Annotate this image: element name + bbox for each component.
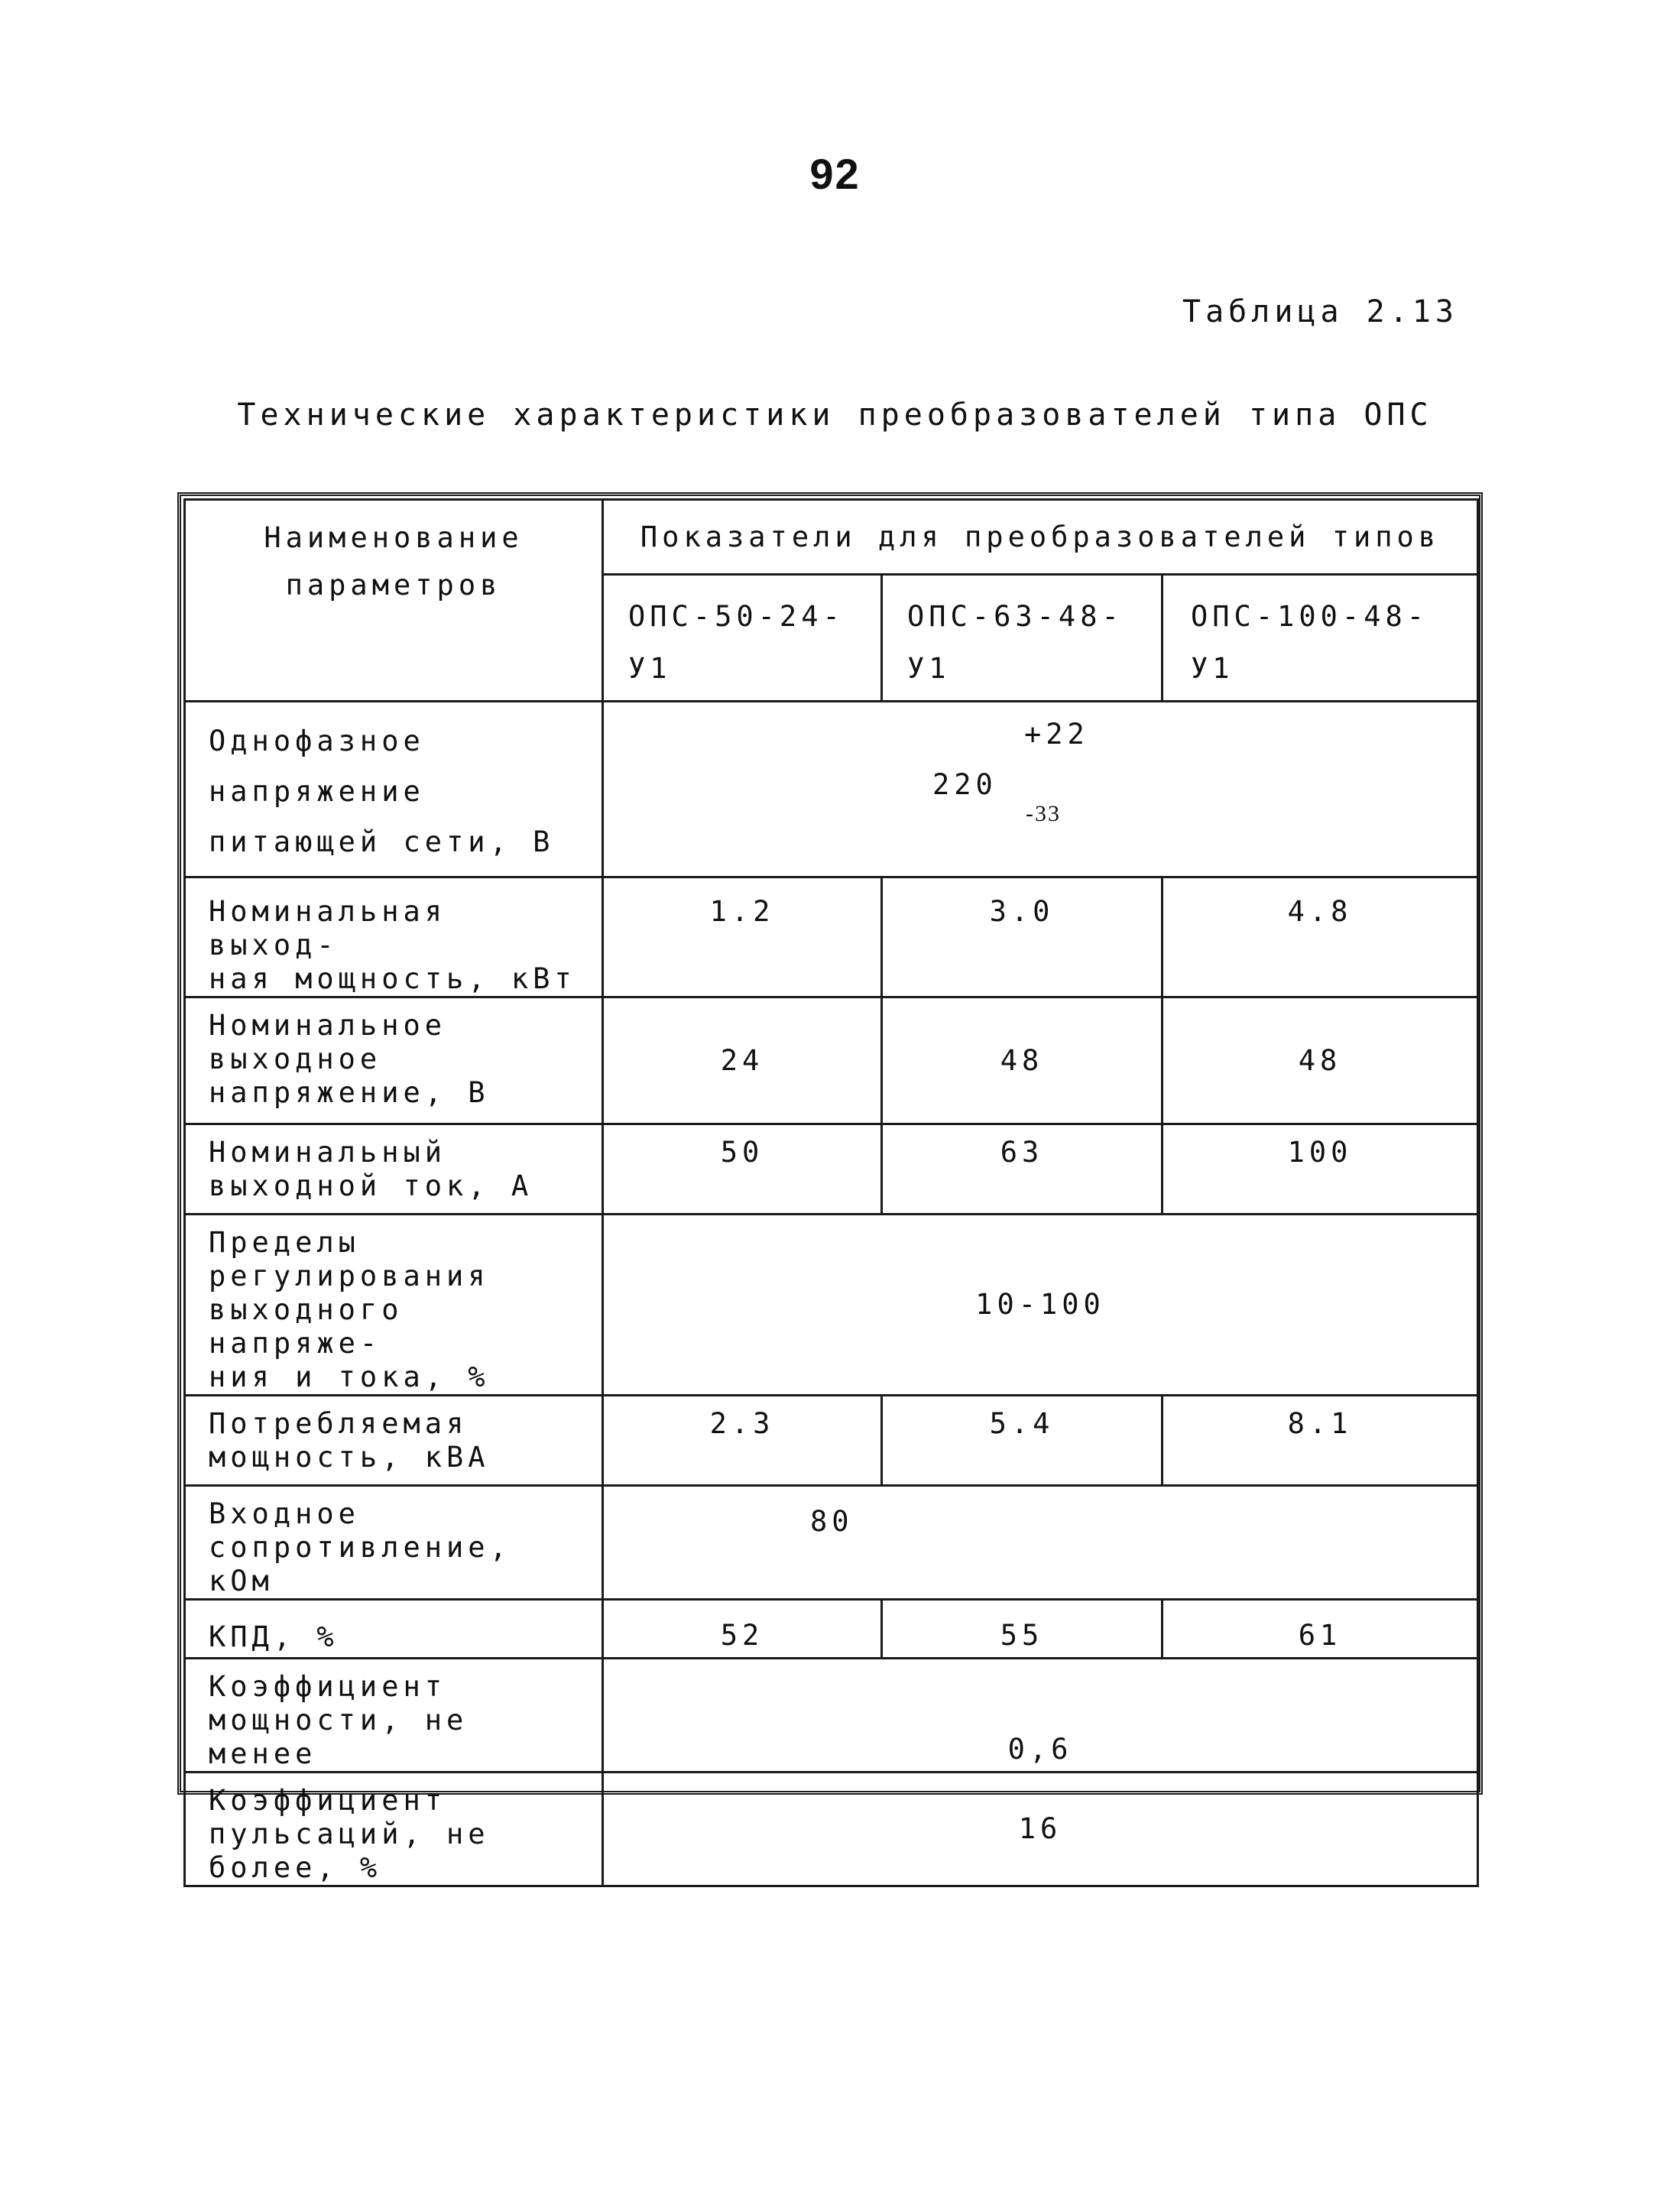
table-header-row bbox=[185, 500, 1478, 575]
name-line: мощность, кВА bbox=[209, 1441, 490, 1474]
supply-nominal: 220 bbox=[932, 768, 997, 801]
table-row bbox=[185, 1600, 1478, 1659]
name-line: Номинальная выход- bbox=[209, 895, 447, 962]
current-value-1: 50 bbox=[603, 1124, 882, 1215]
voltage-value-2: 48 bbox=[882, 997, 1163, 1124]
row-name-ripple bbox=[185, 1773, 603, 1886]
name-line: выходного напряже- bbox=[209, 1293, 404, 1360]
consumed-value-3: 8.1 bbox=[1163, 1396, 1478, 1486]
supply-tolerance-plus: +22 bbox=[1024, 718, 1089, 751]
power-factor-value: 0,6 bbox=[603, 1659, 1478, 1773]
row-name-supply bbox=[185, 702, 603, 877]
name-line: питающей сети, В bbox=[209, 825, 555, 858]
row-name-power-factor bbox=[185, 1659, 603, 1773]
voltage-value-1: 24 bbox=[603, 997, 882, 1124]
model-1-line1: ОПС-50-24- bbox=[628, 600, 845, 633]
table-row bbox=[185, 702, 1478, 877]
name-line: Входное bbox=[209, 1497, 360, 1530]
current-value-3: 100 bbox=[1163, 1124, 1478, 1215]
ripple-value: 16 bbox=[603, 1773, 1478, 1886]
table-label: Таблица 2.13 bbox=[1182, 294, 1458, 329]
model-2-line2: У1 bbox=[907, 652, 951, 685]
consumed-value-2: 5.4 bbox=[882, 1396, 1163, 1486]
row-name-input-res bbox=[185, 1486, 603, 1600]
name-line: ная мощность, кВт bbox=[209, 962, 576, 995]
model-1-line2: У1 bbox=[628, 652, 672, 685]
header-model-2 bbox=[882, 575, 1163, 702]
name-line: сопротивление, кОм bbox=[209, 1531, 511, 1597]
header-model-3 bbox=[1163, 575, 1478, 702]
header-group-cell: Показатели для преобразователей типов bbox=[603, 500, 1478, 575]
table-title: Технические характеристики преобразователей типа ОПС bbox=[237, 397, 1433, 433]
table-row bbox=[185, 1773, 1478, 1886]
table-row bbox=[185, 1659, 1478, 1773]
page-number: 92 bbox=[809, 150, 861, 198]
power-value-1: 1.2 bbox=[603, 877, 882, 997]
row-name-power bbox=[185, 877, 603, 997]
header-param-cell bbox=[185, 500, 603, 702]
header-param-line2: параметров bbox=[285, 569, 502, 602]
supply-voltage-value bbox=[603, 702, 1478, 877]
name-line: Коэффициент bbox=[209, 1784, 447, 1817]
row-name-range bbox=[185, 1215, 603, 1396]
row-name-voltage bbox=[185, 997, 603, 1124]
name-line: более, % bbox=[209, 1851, 382, 1884]
name-line: Однофазное bbox=[209, 725, 425, 757]
name-line: пульсаций, не bbox=[209, 1818, 490, 1850]
row-name-efficiency bbox=[185, 1600, 603, 1659]
row-name-current bbox=[185, 1124, 603, 1215]
name-line: Пределы bbox=[209, 1226, 360, 1259]
header-param-line1: Наименование bbox=[264, 521, 524, 554]
table-row bbox=[185, 1396, 1478, 1486]
table-row bbox=[185, 997, 1478, 1124]
row-name-consumed bbox=[185, 1396, 603, 1486]
name-line: ния и тока, % bbox=[209, 1361, 490, 1393]
efficiency-value-2: 55 bbox=[882, 1600, 1163, 1659]
table-row bbox=[185, 1215, 1478, 1396]
current-value-2: 63 bbox=[882, 1124, 1163, 1215]
name-line: КПД, % bbox=[209, 1620, 339, 1653]
name-line: напряжение, В bbox=[209, 1076, 490, 1109]
name-line: Потребляемая bbox=[209, 1407, 469, 1440]
range-value: 10-100 bbox=[603, 1215, 1478, 1396]
efficiency-value-1: 52 bbox=[603, 1600, 882, 1659]
power-value-3: 4.8 bbox=[1163, 877, 1478, 997]
model-3-line1: ОПС-100-48-У1 bbox=[1191, 600, 1429, 685]
name-line: мощности, не менее bbox=[209, 1704, 469, 1770]
specs-table bbox=[183, 498, 1479, 1887]
header-model-1 bbox=[603, 575, 882, 702]
table-row bbox=[185, 1486, 1478, 1600]
supply-tolerance-minus: -33 bbox=[1026, 801, 1061, 826]
name-line: выходное bbox=[209, 1043, 382, 1075]
table-row bbox=[185, 877, 1478, 997]
table-row bbox=[185, 1124, 1478, 1215]
name-line: Номинальный bbox=[209, 1136, 447, 1169]
name-line: Коэффициент bbox=[209, 1670, 447, 1703]
name-line: выходной ток, А bbox=[209, 1169, 533, 1202]
efficiency-value-3: 61 bbox=[1163, 1600, 1478, 1659]
name-line: регулирования bbox=[209, 1260, 490, 1292]
input-res-value: 80 bbox=[603, 1486, 1478, 1600]
voltage-value-3: 48 bbox=[1163, 997, 1478, 1124]
name-line: Номинальное bbox=[209, 1009, 447, 1042]
consumed-value-1: 2.3 bbox=[603, 1396, 882, 1486]
model-2-line1: ОПС-63-48- bbox=[907, 600, 1124, 633]
power-value-2: 3.0 bbox=[882, 877, 1163, 997]
name-line: напряжение bbox=[209, 775, 425, 808]
